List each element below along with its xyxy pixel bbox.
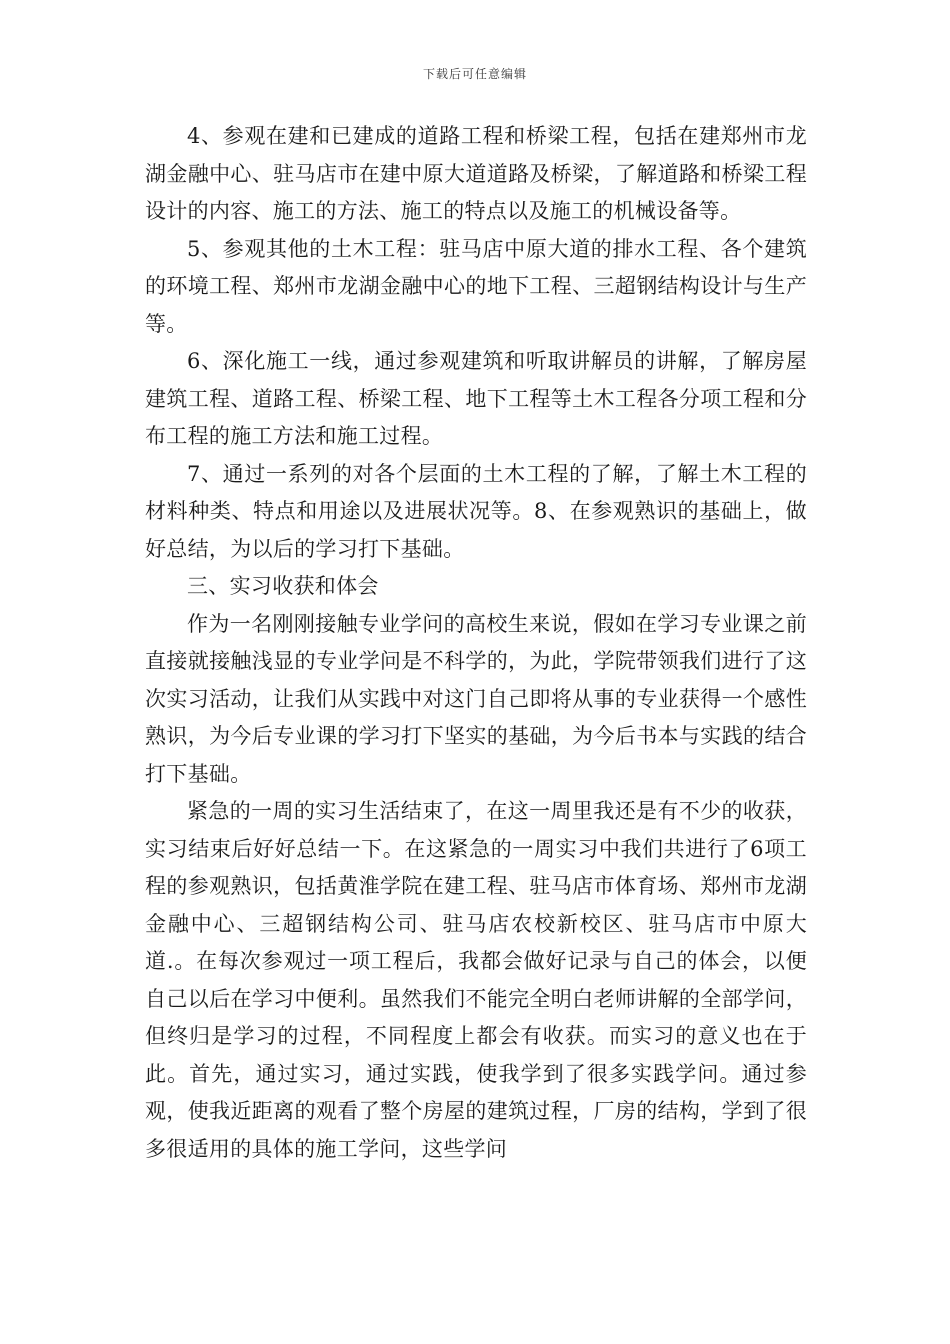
paragraph-item-6: 6、深化施工一线，通过参观建筑和听取讲解员的讲解，了解房屋建筑工程、道路工程、桥梁工程、地下工程等土木工程各分项工程和分布工程的施工方法和施工过程。 xyxy=(145,349,807,448)
paragraph-summary: 紧急的一周的实习生活结束了，在这一周里我还是有不少的收获，实习结束后好好总结一下。在这紧急的一周实习中我们共进行了6项工程的参观熟识，包括黄淮学院在建工程、驻马店市体育场、郑州市龙湖金融中心、三超钢结构公司、驻马店农校新校区、驻马店市中原大道.。在每次参观过一项工程后，我都会做好记录与自己的体会，以便自己以后在学习中便利。虽然我们不能完全明白老师讲解的全部学问，但终归是学习的过程，不同程度上都会有收获。而实习的意义也在于此。首先，通过实习，通过实践，使我学到了很多实践学问。通过参观，使我近距离的观看了整个房屋的建筑过程，厂房的结构，学到了很多很适用的具体的施工学问，这些学问 xyxy=(145,799,807,1161)
page-header: 下载后可任意编辑 xyxy=(422,67,527,81)
section-heading: 三、实习收获和体会 xyxy=(187,574,379,598)
paragraph-item-7-8: 7、通过一系列的对各个层面的土木工程的了解，了解土木工程的材料种类、特点和用途以及进展状况等。8、在参观熟识的基础上，做好总结，为以后的学习打下基础。 xyxy=(145,461,807,561)
paragraph-item-4: 4、参观在建和已建成的道路工程和桥梁工程，包括在建郑州市龙湖金融中心、驻马店市在建中原大道道路及桥梁，了解道路和桥梁工程设计的内容、施工的方法、施工的特点以及施工的机械设备等。 xyxy=(145,124,807,223)
document-body xyxy=(145,118,807,1168)
paragraph-intro: 作为一名刚刚接触专业学问的高校生来说，假如在学习专业课之前直接就接触浅显的专业学问是不科学的，为此，学院带领我们进行了这次实习活动，让我们从实践中对这门自己即将从事的专业获得一个感性熟识，为今后专业课的学习打下坚实的基础，为今后书本与实践的结合打下基础。 xyxy=(145,611,807,786)
paragraph-item-5: 5、参观其他的土木工程：驻马店中原大道的排水工程、各个建筑的环境工程、郑州市龙湖金融中心的地下工程、三超钢结构设计与生产等。 xyxy=(145,236,807,336)
